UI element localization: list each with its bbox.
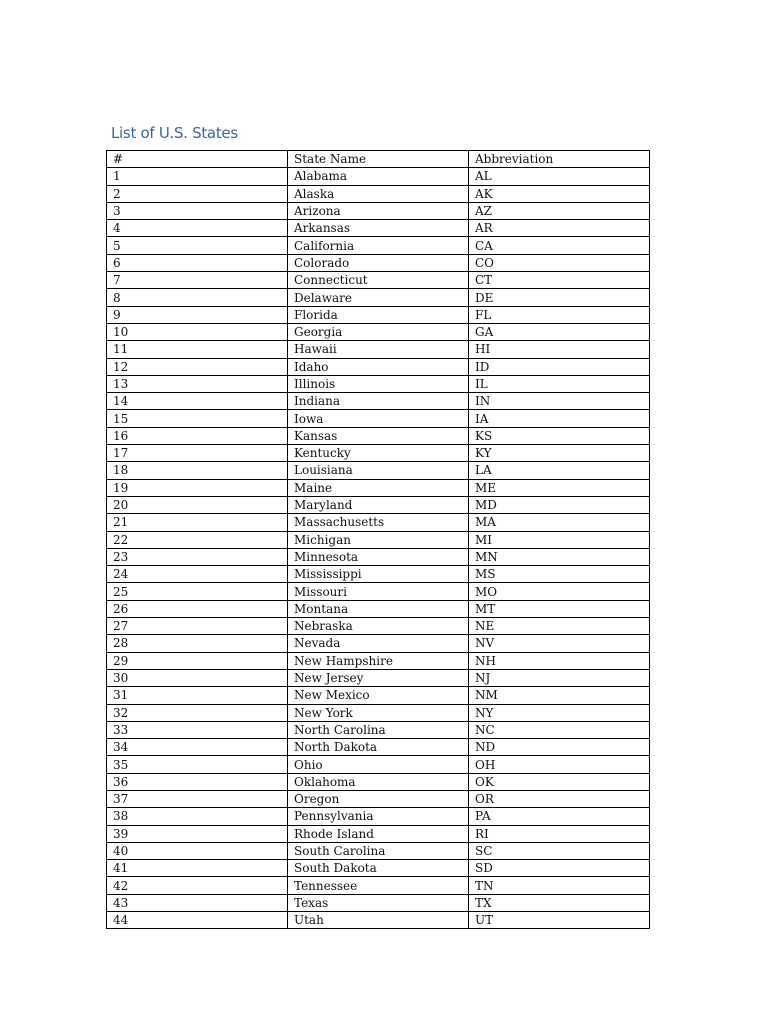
states-table [106, 150, 650, 929]
cell-state-name: Colorado [288, 254, 469, 271]
table-row [107, 514, 650, 531]
cell-number: 23 [107, 548, 288, 565]
table-row [107, 652, 650, 669]
cell-number: 43 [107, 894, 288, 911]
cell-state-name: Nevada [288, 635, 469, 652]
cell-abbreviation: MO [469, 583, 650, 600]
cell-number: 32 [107, 704, 288, 721]
column-header-state-name: State Name [288, 151, 469, 168]
cell-abbreviation: GA [469, 323, 650, 340]
cell-number: 16 [107, 427, 288, 444]
cell-state-name: Alabama [288, 168, 469, 185]
cell-state-name: North Carolina [288, 721, 469, 738]
cell-state-name: Illinois [288, 375, 469, 392]
cell-abbreviation: NY [469, 704, 650, 721]
cell-abbreviation: OR [469, 790, 650, 807]
cell-abbreviation: SD [469, 860, 650, 877]
cell-state-name: South Dakota [288, 860, 469, 877]
cell-number: 42 [107, 877, 288, 894]
table-row [107, 393, 650, 410]
cell-abbreviation: MN [469, 548, 650, 565]
cell-abbreviation: AR [469, 220, 650, 237]
cell-abbreviation: OH [469, 756, 650, 773]
cell-abbreviation: CT [469, 272, 650, 289]
cell-abbreviation: ND [469, 739, 650, 756]
cell-abbreviation: CO [469, 254, 650, 271]
cell-state-name: Utah [288, 912, 469, 929]
cell-state-name: South Carolina [288, 842, 469, 859]
column-header-number: # [107, 151, 288, 168]
table-row [107, 323, 650, 340]
cell-state-name: Minnesota [288, 548, 469, 565]
cell-abbreviation: DE [469, 289, 650, 306]
table-row [107, 618, 650, 635]
cell-state-name: Delaware [288, 289, 469, 306]
cell-number: 14 [107, 393, 288, 410]
cell-number: 21 [107, 514, 288, 531]
cell-number: 30 [107, 669, 288, 686]
table-row [107, 289, 650, 306]
cell-number: 41 [107, 860, 288, 877]
cell-state-name: New Mexico [288, 687, 469, 704]
cell-abbreviation: HI [469, 341, 650, 358]
cell-state-name: Rhode Island [288, 825, 469, 842]
cell-abbreviation: IA [469, 410, 650, 427]
cell-abbreviation: NV [469, 635, 650, 652]
cell-number: 25 [107, 583, 288, 600]
cell-state-name: Mississippi [288, 566, 469, 583]
cell-number: 36 [107, 773, 288, 790]
table-row [107, 531, 650, 548]
cell-number: 44 [107, 912, 288, 929]
table-row [107, 894, 650, 911]
cell-state-name: Hawaii [288, 341, 469, 358]
cell-number: 1 [107, 168, 288, 185]
cell-state-name: Ohio [288, 756, 469, 773]
table-row [107, 341, 650, 358]
cell-number: 15 [107, 410, 288, 427]
column-header-abbreviation: Abbreviation [469, 151, 650, 168]
cell-abbreviation: NJ [469, 669, 650, 686]
cell-state-name: Alaska [288, 185, 469, 202]
table-row [107, 704, 650, 721]
cell-abbreviation: KY [469, 445, 650, 462]
table-row [107, 635, 650, 652]
cell-abbreviation: MT [469, 600, 650, 617]
cell-abbreviation: SC [469, 842, 650, 859]
table-row [107, 842, 650, 859]
cell-abbreviation: IL [469, 375, 650, 392]
cell-number: 22 [107, 531, 288, 548]
table-header-row [107, 151, 650, 168]
table-row [107, 358, 650, 375]
cell-abbreviation: OK [469, 773, 650, 790]
cell-number: 6 [107, 254, 288, 271]
cell-abbreviation: MD [469, 496, 650, 513]
cell-state-name: Kentucky [288, 445, 469, 462]
cell-number: 26 [107, 600, 288, 617]
cell-abbreviation: LA [469, 462, 650, 479]
cell-abbreviation: UT [469, 912, 650, 929]
table-row [107, 600, 650, 617]
cell-state-name: Nebraska [288, 618, 469, 635]
cell-number: 8 [107, 289, 288, 306]
cell-abbreviation: NH [469, 652, 650, 669]
cell-number: 13 [107, 375, 288, 392]
table-row [107, 202, 650, 219]
table-row [107, 272, 650, 289]
cell-state-name: Arizona [288, 202, 469, 219]
cell-number: 20 [107, 496, 288, 513]
cell-number: 29 [107, 652, 288, 669]
table-row [107, 669, 650, 686]
table-row [107, 185, 650, 202]
cell-state-name: Texas [288, 894, 469, 911]
cell-number: 24 [107, 566, 288, 583]
cell-number: 19 [107, 479, 288, 496]
cell-state-name: Florida [288, 306, 469, 323]
cell-number: 4 [107, 220, 288, 237]
table-row [107, 410, 650, 427]
table-row [107, 756, 650, 773]
table-row [107, 566, 650, 583]
table-row [107, 808, 650, 825]
cell-abbreviation: AK [469, 185, 650, 202]
cell-abbreviation: TN [469, 877, 650, 894]
cell-state-name: Idaho [288, 358, 469, 375]
cell-state-name: Montana [288, 600, 469, 617]
cell-state-name: Tennessee [288, 877, 469, 894]
cell-abbreviation: ME [469, 479, 650, 496]
cell-number: 33 [107, 721, 288, 738]
cell-state-name: Missouri [288, 583, 469, 600]
cell-number: 27 [107, 618, 288, 635]
table-body [107, 168, 650, 929]
cell-number: 9 [107, 306, 288, 323]
table-row [107, 721, 650, 738]
cell-number: 35 [107, 756, 288, 773]
table-row [107, 496, 650, 513]
table-row [107, 445, 650, 462]
cell-number: 3 [107, 202, 288, 219]
cell-abbreviation: MS [469, 566, 650, 583]
table-row [107, 877, 650, 894]
table-row [107, 687, 650, 704]
table-row [107, 860, 650, 877]
cell-abbreviation: NM [469, 687, 650, 704]
table-row [107, 773, 650, 790]
table-row [107, 790, 650, 807]
table-row [107, 168, 650, 185]
cell-number: 12 [107, 358, 288, 375]
cell-number: 39 [107, 825, 288, 842]
cell-abbreviation: NE [469, 618, 650, 635]
cell-state-name: Louisiana [288, 462, 469, 479]
cell-abbreviation: PA [469, 808, 650, 825]
cell-abbreviation: IN [469, 393, 650, 410]
cell-number: 40 [107, 842, 288, 859]
cell-state-name: Georgia [288, 323, 469, 340]
table-row [107, 237, 650, 254]
cell-abbreviation: FL [469, 306, 650, 323]
cell-abbreviation: CA [469, 237, 650, 254]
table-row [107, 306, 650, 323]
table-row [107, 739, 650, 756]
table-row [107, 548, 650, 565]
cell-number: 38 [107, 808, 288, 825]
cell-state-name: New Hampshire [288, 652, 469, 669]
cell-state-name: Indiana [288, 393, 469, 410]
cell-number: 11 [107, 341, 288, 358]
table-row [107, 825, 650, 842]
cell-abbreviation: ID [469, 358, 650, 375]
cell-state-name: Pennsylvania [288, 808, 469, 825]
cell-number: 18 [107, 462, 288, 479]
document-title: List of U.S. States [111, 124, 238, 142]
cell-abbreviation: MA [469, 514, 650, 531]
cell-number: 31 [107, 687, 288, 704]
table-row [107, 427, 650, 444]
cell-state-name: Oklahoma [288, 773, 469, 790]
cell-number: 2 [107, 185, 288, 202]
cell-state-name: New Jersey [288, 669, 469, 686]
cell-abbreviation: MI [469, 531, 650, 548]
cell-abbreviation: KS [469, 427, 650, 444]
cell-state-name: Michigan [288, 531, 469, 548]
cell-state-name: New York [288, 704, 469, 721]
cell-abbreviation: AL [469, 168, 650, 185]
cell-number: 7 [107, 272, 288, 289]
cell-state-name: Arkansas [288, 220, 469, 237]
cell-number: 37 [107, 790, 288, 807]
cell-number: 34 [107, 739, 288, 756]
cell-number: 5 [107, 237, 288, 254]
cell-state-name: Massachusetts [288, 514, 469, 531]
cell-abbreviation: AZ [469, 202, 650, 219]
cell-number: 10 [107, 323, 288, 340]
cell-state-name: Kansas [288, 427, 469, 444]
table-row [107, 375, 650, 392]
cell-state-name: Maryland [288, 496, 469, 513]
table-row [107, 220, 650, 237]
cell-number: 28 [107, 635, 288, 652]
cell-number: 17 [107, 445, 288, 462]
cell-state-name: North Dakota [288, 739, 469, 756]
table-row [107, 912, 650, 929]
cell-abbreviation: NC [469, 721, 650, 738]
table-row [107, 254, 650, 271]
cell-state-name: Connecticut [288, 272, 469, 289]
table-row [107, 462, 650, 479]
cell-state-name: Oregon [288, 790, 469, 807]
cell-abbreviation: TX [469, 894, 650, 911]
table-row [107, 479, 650, 496]
cell-state-name: California [288, 237, 469, 254]
table-row [107, 583, 650, 600]
cell-state-name: Maine [288, 479, 469, 496]
cell-abbreviation: RI [469, 825, 650, 842]
cell-state-name: Iowa [288, 410, 469, 427]
